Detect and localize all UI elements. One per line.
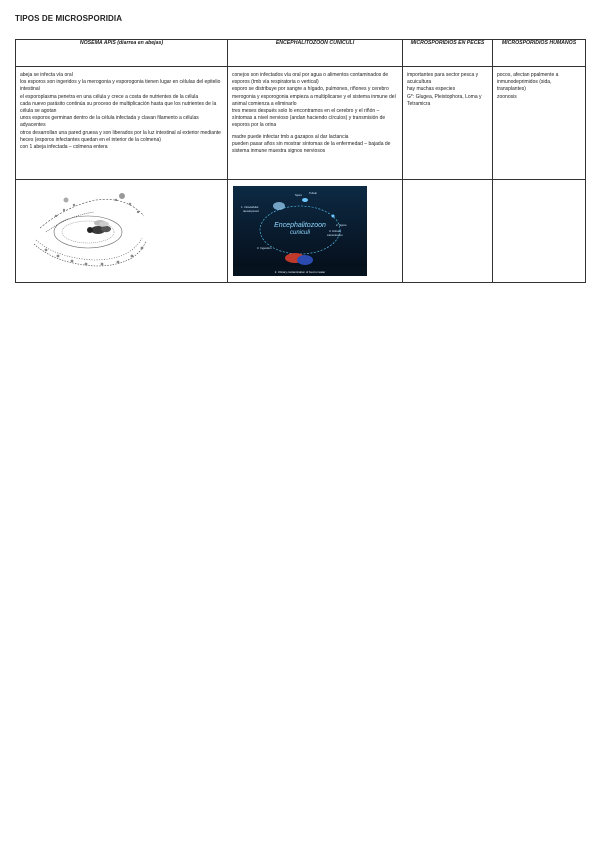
header-encephalitozoon: ENCEPHALITOZOON CUNICULI [228, 40, 403, 67]
humanos-line: zoonosis [497, 93, 517, 100]
encephalitozoon-line: tres meses después solo lo encontramos en el cerebro y el riñón – síntomas a nivel nervioso (andan haciendo círculos) y transmisión de esporos por la orina [232, 108, 386, 129]
figure-label-8: Tubule [309, 192, 317, 195]
peces-line: importantes para sector pesca y acuicultura [407, 72, 479, 86]
encephalitozoon-line: merogonia y esporogonia empieza a multiplicarse y el sistema inmune del animal comienza a eliminarlo [232, 93, 396, 107]
cell-peces-text [403, 67, 493, 180]
text-row [16, 67, 586, 180]
cell-encephalitozoon-image [228, 180, 403, 283]
figure-label-1: 1. Intracellular [241, 205, 259, 209]
image-row [16, 180, 586, 283]
cell-encephalitozoon-text [228, 67, 403, 180]
figure-label-2: development [243, 209, 260, 213]
encephalitozoon-line: pueden pasar años sin mostrar síntomas de la enfermedad – bajada de sistema inmune muestra signos nerviosos [232, 140, 391, 155]
nosema-line: abeja se infecta vía oral [20, 72, 73, 78]
header-humanos: MICROSPORIDIOS HUMANOS [493, 40, 586, 67]
figure-label-5: 4. Urinary [329, 229, 342, 233]
nosema-line: otros desarrollan una pared gruesa y son liberados por la luz intestinal al exterior mediante heces (esporos infectantes quedan en el interior de la colmena) [20, 129, 221, 143]
cell-nosema-image [16, 180, 228, 283]
cell-peces-image [403, 180, 493, 283]
cell-nosema-text [16, 67, 228, 180]
page-title: TIPOS DE MICROSPORIDIA [15, 14, 123, 23]
peces-line: G*: Glugea, Pleistophora, Loma y Tetramicra [407, 93, 482, 107]
cell-humanos-image [493, 180, 586, 283]
header-peces: MICROSPORIDIOS EN PECES [403, 40, 493, 67]
cell-humanos-text [493, 67, 586, 180]
nosema-line: el esporoplasma penetra en una célula y crece a costa de nutrientes de la célula [20, 93, 199, 100]
encephalitozoon-line: conejos son infectados vía oral por agua o alimentos contaminados de esporos (tmb vía respiratoria o vertical) [232, 72, 389, 86]
header-row [16, 40, 586, 67]
humanos-line: pocos, afectan ppalmente a inmunodeprimidos (sida, transplantes) [497, 72, 559, 93]
header-nosema-apis: NOSEMA APIS (diarrea en abejas) [16, 40, 228, 67]
nosema-line: con 1 abeja infectada – colmena entera [20, 144, 108, 151]
figure-label-7: Spore [295, 194, 302, 197]
figure-label-4: 3. Ingestion [257, 246, 272, 250]
figure-label-3: 2. Spore [336, 223, 347, 227]
figure-subtitle: cuniculi [289, 230, 311, 236]
nosema-line: los esporos son ingeridos y la merogonia y esporogonia tienen lugar en células del epitelio intestinal [20, 79, 221, 93]
figure-bottom-caption: 2. Urinary contamination of food or water [274, 270, 326, 274]
encephalitozoon-lifecycle-diagram [233, 186, 367, 276]
nosema-line: cada nuevo parásito continúa su proceso de multiplicación hasta que los nutrientes de la célula se agotan [20, 100, 217, 115]
encephalitozoon-line: madre puede infectar tmb a gazapos al dar lactancia [232, 133, 349, 140]
microsporidia-table [15, 39, 586, 283]
peces-line: hay muchas especies [407, 86, 456, 93]
nosema-line: unos esporos germinan dentro de la célula infectada y clavan filamento a células adyacentes [20, 115, 199, 129]
figure-title: Encephalitozoon [274, 222, 326, 229]
bee-lifecycle-illustration [26, 186, 154, 274]
figure-label-6: transmission [327, 233, 343, 237]
encephalitozoon-line: esporo se distribuye por sangre a hígado, pulmones, riñones y cerebro [232, 86, 389, 93]
